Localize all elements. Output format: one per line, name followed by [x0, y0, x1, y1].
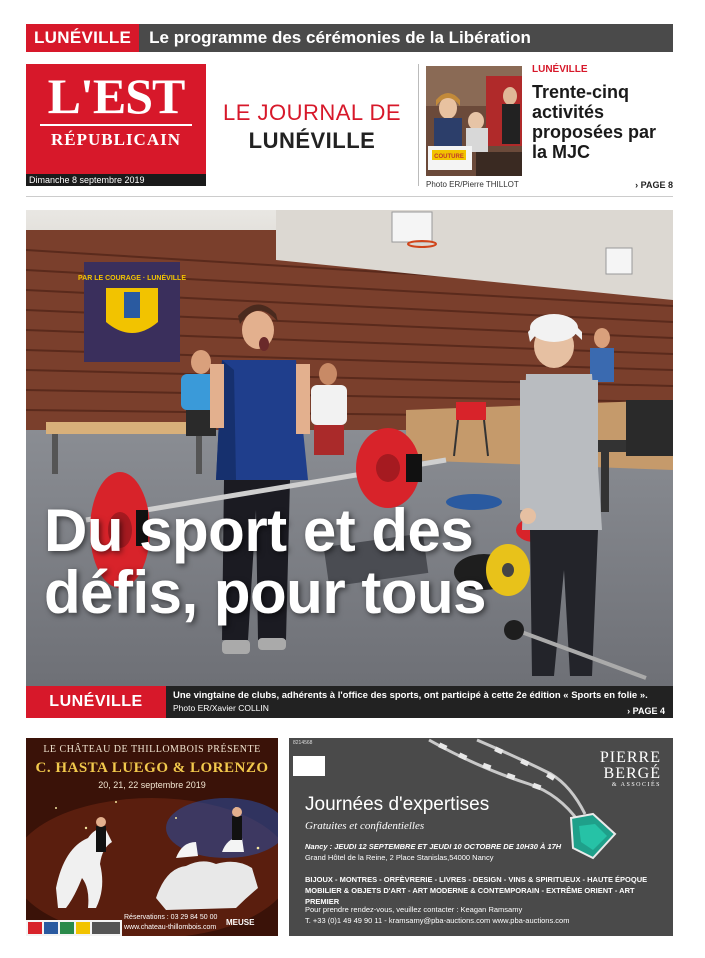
teaser-page-link[interactable]: › PAGE 8 — [635, 180, 673, 190]
ad-chateau-presents: LE CHÂTEAU DE THILLOMBOIS PRÉSENTE — [43, 744, 261, 755]
photo-caption — [173, 689, 663, 715]
ad-chateau-thillombois[interactable] — [26, 738, 278, 936]
ad-pba-brand — [600, 750, 661, 788]
ad-pba-when — [305, 842, 561, 851]
issue-date: Dimanche 8 septembre 2019 — [26, 174, 206, 186]
edition-title-line1: LE JOURNAL DE — [222, 100, 402, 125]
ad-pba-brand-line1: PIERRE — [599, 749, 661, 766]
ad-chateau-sponsor: MEUSE — [226, 918, 255, 927]
masthead — [26, 64, 206, 186]
ad-pba-brand-line3: & ASSOCIÉS — [611, 782, 661, 788]
teaser-photo[interactable] — [426, 66, 522, 176]
ad-pba-brand-line2: BERGÉ — [603, 765, 661, 782]
banner-text: PAR LE COURAGE · LUNÉVILLE — [78, 275, 186, 282]
ad-pba-qr-box — [293, 756, 325, 776]
edition-title-line2: LUNÉVILLE — [248, 128, 376, 153]
logo-line1: L'EST — [47, 68, 185, 124]
ad-chateau-dates: 20, 21, 22 septembre 2019 — [98, 780, 206, 790]
teaser-kicker: LUNÉVILLE — [532, 64, 588, 75]
main-headline[interactable]: Du sport et des défis, pour tous — [44, 497, 486, 626]
ad-pba-categories: BIJOUX - MONTRES - ORFÈVRERIE - LIVRES - DESIGN - VINS & SPIRITUEUX - HAUTE ÉPOQUE MOBILIER & OBJETS D'ART - ART MODERNE & CONTEMPORAIN - EXTRÊME ORIENT - ART PREMIER — [305, 875, 648, 906]
photo-caption-text: Une vingtaine de clubs, adhérents à l'office des sports, ont participé à cette 2e édition « Sports en folie ». — [173, 690, 648, 701]
ad-chateau-reservations: Réservations : 03 29 84 50 00 — [124, 914, 218, 921]
ad-chateau-website[interactable]: www.chateau-thillombois.com — [124, 924, 217, 931]
top-banner-tag: LUNÉVILLE — [26, 24, 139, 52]
ad-pba-contact-line1: Pour prendre rendez-vous, veuillez contacter : Keagan Ramsamy — [305, 905, 523, 914]
ad-pierre-berge[interactable] — [289, 738, 673, 936]
ad-pba-when-text: : JEUDI 12 SEPTEMBRE ET JEUDI 10 OCTOBRE DE 10H30 À 17H — [329, 842, 562, 851]
ad-pba-title: Journées d'expertises — [305, 794, 490, 815]
ad-pba-contact-line2[interactable]: T. +33 (0)1 49 49 90 11 - kramsamy@pba-auctions.com www.pba-auctions.com — [305, 916, 570, 925]
photo-caption-credit: Photo ER/Xavier COLLIN — [173, 703, 269, 713]
logo-rule — [40, 124, 192, 126]
ad-pba-subtitle: Gratuites et confidentielles — [305, 820, 425, 832]
masthead-divider — [26, 196, 673, 197]
caption-bar — [26, 686, 673, 718]
teaser-divider — [418, 64, 419, 186]
top-banner-headline[interactable]: Le programme des cérémonies de la Libération — [149, 28, 531, 47]
top-banner[interactable] — [26, 24, 673, 52]
ad-pba-contact — [305, 904, 569, 926]
main-page-link[interactable]: › PAGE 4 — [627, 706, 665, 716]
edition-title — [212, 100, 412, 154]
caption-tag: LUNÉVILLE — [26, 686, 166, 718]
teaser-photo-image — [426, 66, 522, 176]
ad-pba-where: Grand Hôtel de la Reine, 2 Place Stanislas,54000 Nancy — [305, 853, 494, 862]
teaser-sign-text: COUTURE — [434, 154, 464, 160]
ad-pba-reference: 8214568 — [293, 740, 313, 746]
teaser-headline[interactable]: Trente-cinq activités proposées par la MJC — [532, 82, 657, 162]
ad-chateau-names: C. HASTA LUEGO & LORENZO — [35, 760, 269, 776]
ad-pba-when-city: Nancy — [305, 842, 328, 851]
logo-line2: RÉPUBLICAIN — [50, 130, 182, 149]
newspaper-logo[interactable] — [26, 64, 206, 174]
teaser-photo-credit: Photo ER/Pierre THILLOT — [426, 180, 519, 189]
